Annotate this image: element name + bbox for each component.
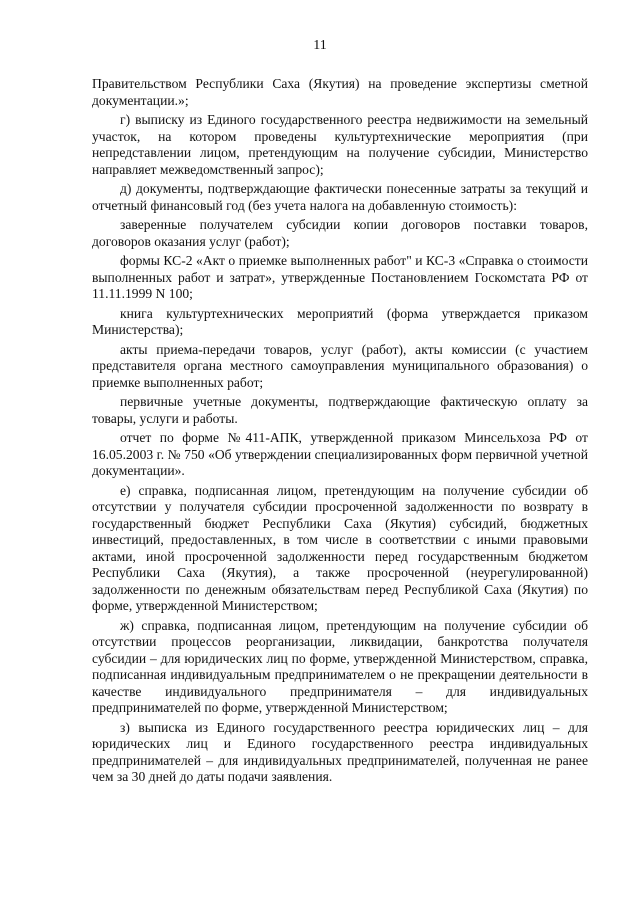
paragraph: г) выписку из Единого государственного реестра недвижимости на земельный участок, на котором проведены культуртехнические мероприятия (при непредставлении лицом, претендующим на получение субсидии, Министерство направляет межведомственный запрос); xyxy=(92,112,588,177)
paragraph: е) справка, подписанная лицом, претендующим на получение субсидии об отсутствии у получателя субсидии просроченной задолженности по возврату в государственный бюджет Республики Саха (Якутия) субсидий, бюджетных инвестиций, предоставленных, в том числе в соответствии с иными правовыми актами, иной просроченной задолженности перед государственным бюджетом Республики Саха (Якутия), а также просроченной (неурегулированной) задолженности по денежным обязательствам перед Республикой Саха (Якутия) по форме, утвержденной Министерством; xyxy=(92,482,588,613)
paragraph: акты приема-передачи товаров, услуг (работ), акты комиссии (с участием представителя органа местного самоуправления муниципального образования) о приемке выполненных работ; xyxy=(92,341,588,390)
paragraph: заверенные получателем субсидии копии договоров поставки товаров, договоров оказания услуг (работ); xyxy=(92,217,588,249)
paragraph: з) выписка из Единого государственного реестра юридических лиц – для юридических лиц и Единого государственного реестра индивидуальных предпринимателей – для индивидуальных предпринимателей, полученная не ранее чем за 30 дней до даты подачи заявления. xyxy=(92,719,588,784)
paragraph: формы КС-2 «Акт о приемке выполненных работ" и КС-3 «Справка о стоимости выполненных работ и затрат», утвержденные Постановлением Госкомстата РФ от 11.11.1999 N 100; xyxy=(92,253,588,301)
paragraph: Правительством Республики Саха (Якутия) на проведение экспертизы сметной документации.»; xyxy=(92,76,588,108)
document-body xyxy=(92,76,588,789)
paragraph: первичные учетные документы, подтверждающие фактическую оплату за товары, услуги и работы. xyxy=(92,394,588,426)
paragraph: д) документы, подтверждающие фактически понесенные затраты за текущий и отчетный финансовый год (без учета налога на добавленную стоимость): xyxy=(92,181,588,213)
paragraph: отчет по форме №411-АПК, утвержденной приказом Минсельхоза РФ от 16.05.2003 г. № 750 «Об утверждении специализированных форм первичной учетной документации». xyxy=(92,430,588,478)
page-number: 11 xyxy=(313,38,327,53)
paragraph: ж) справка, подписанная лицом, претендующим на получение субсидии об отсутствии процессов реорганизации, ликвидации, банкротства получателя субсидии – для юридических лиц по форме, утвержденной Министерством, справка, подписанная индивидуальным предпринимателем о не прекращении деятельности в качестве индивидуального предпринимателя – для индивидуальных предпринимателей по форме, утвержденной Министерством; xyxy=(92,617,588,715)
paragraph: книга культуртехнических мероприятий (форма утверждается приказом Министерства); xyxy=(92,305,588,337)
